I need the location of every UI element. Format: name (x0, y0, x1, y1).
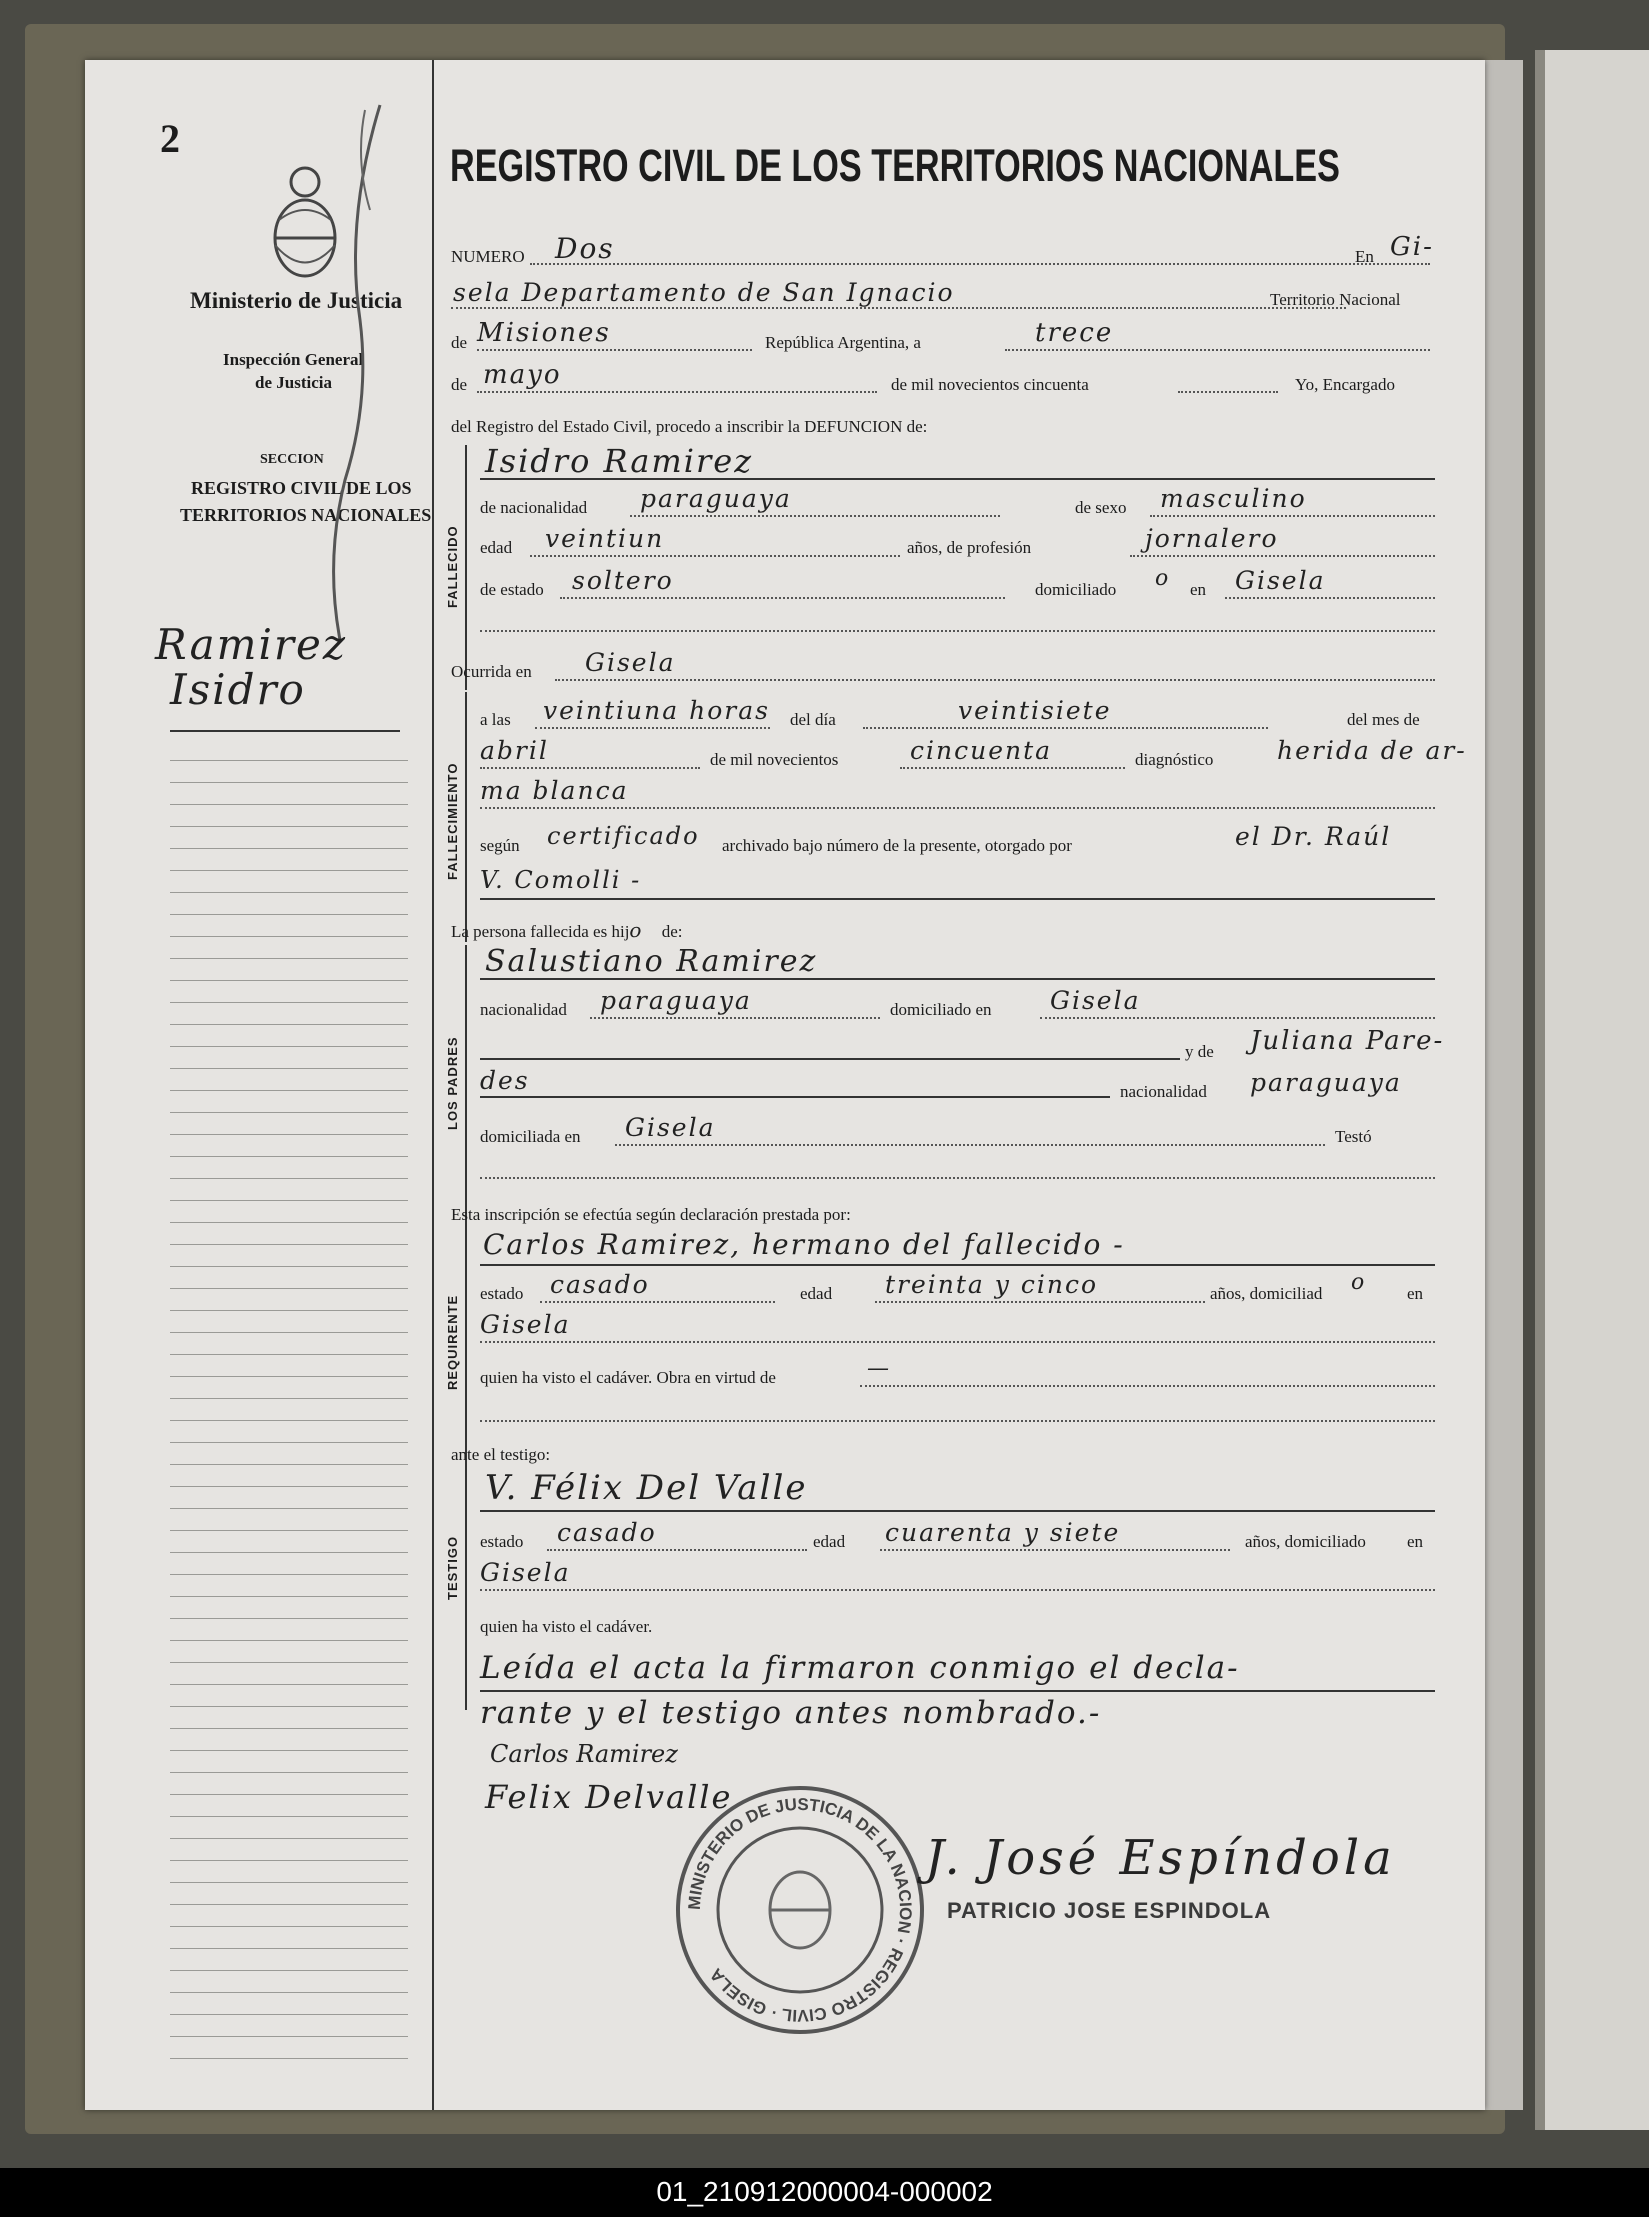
margin-ruled-line (170, 958, 408, 959)
padres-intro-de: de: (661, 922, 683, 941)
requirente-name-line (480, 1264, 1435, 1266)
signature-witness: Felix Delvalle (485, 1778, 733, 1816)
padres-domiciliado-label: domiciliado en (890, 1000, 992, 1019)
margin-ruled-line (170, 1618, 408, 1619)
fallecido-edad-label: edad (480, 538, 513, 557)
day-value: trece (1035, 318, 1114, 348)
requirente-en-label: en (1407, 1284, 1424, 1303)
fallecimiento-medico-2: V. Comolli - (480, 866, 642, 894)
padres-padre-domicilio-dots (1040, 1017, 1435, 1019)
margin-ruled-line (170, 1926, 408, 1927)
margin-ruled-line (170, 1420, 408, 1421)
document-title: REGISTRO CIVIL DE LOS TERRITORIOS NACIONALES (450, 140, 1340, 191)
margin-ruled-line (170, 1178, 408, 1179)
testigo-domicilio: Gisela (480, 1558, 571, 1587)
margin-ruled-line (170, 980, 408, 981)
margin-ruled-line (170, 1398, 408, 1399)
margin-ruled-line (170, 826, 408, 827)
fallecimiento-hora: veintiuna horas (543, 696, 770, 725)
margin-ruled-line (170, 1816, 408, 1817)
requirente-name: Carlos Ramirez, hermano del fallecido - (483, 1228, 1125, 1261)
requirente-side-label: REQUIRENTE (445, 1294, 460, 1390)
padres-madre-nacionalidad-label: nacionalidad (1120, 1082, 1207, 1101)
territory-dots (477, 349, 752, 351)
margin-ruled-line (170, 1552, 408, 1553)
margin-ruled-line (170, 1332, 408, 1333)
requirente-estado-dots (540, 1301, 775, 1303)
requirente-edad: treinta y cinco (885, 1270, 1099, 1299)
fallecido-profesion-dots (1130, 555, 1435, 557)
margin-ruled-line (170, 892, 408, 893)
testigo-name: V. Félix Del Valle (485, 1468, 808, 1508)
padres-nacionalidad-label: nacionalidad (480, 1000, 567, 1019)
next-page-edge (1535, 50, 1649, 2130)
fallecimiento-side-label: FALLECIMIENTO (445, 762, 460, 880)
numero-dots (530, 263, 1430, 265)
numero-value: Dos (555, 232, 615, 265)
fallecimiento-mes: abril (480, 736, 549, 765)
inspection-line1: Inspección General (223, 350, 364, 369)
margin-divider (432, 60, 434, 2110)
testigo-estado-label: estado (480, 1532, 524, 1551)
margin-ruled-line (170, 1156, 408, 1157)
fallecimiento-mes-label: del mes de (1347, 710, 1420, 729)
margin-ruled-line (170, 1002, 408, 1003)
padres-blank-line (480, 1058, 1180, 1060)
month-value: mayo (483, 360, 562, 390)
declaracion-label: Esta inscripción se efectúa según declaración prestada por: (451, 1205, 851, 1224)
fallecimiento-diagnostico-dots (480, 807, 1435, 809)
margin-ruled-line (170, 1860, 408, 1861)
padres-madre-domicilio-dots (615, 1144, 1325, 1146)
padres-bracket (465, 945, 467, 1245)
padres-domiciliada-label: domiciliada en (480, 1127, 581, 1146)
margin-ruled-line (170, 1882, 408, 1883)
margin-ruled-line (170, 1024, 408, 1025)
margin-ruled-line (170, 2058, 408, 2059)
margin-ruled-line (170, 1508, 408, 1509)
testigo-domicilio-dots (480, 1589, 1435, 1591)
margin-ruled-line (170, 1046, 408, 1047)
fallecido-name-line (480, 478, 1435, 480)
testigo-estado: casado (557, 1518, 657, 1547)
margin-ruled-line (170, 1970, 408, 1971)
fallecido-side-label: FALLECIDO (445, 525, 460, 608)
padres-madre-1: Juliana Pare- (1250, 1026, 1445, 1056)
margin-ruled-line (170, 1090, 408, 1091)
margin-ruled-line (170, 914, 408, 915)
padres-y-de-label: y de (1185, 1042, 1214, 1061)
margin-ruled-line (170, 1530, 408, 1531)
fallecido-nacionalidad: paraguaya (640, 484, 792, 513)
margin-ruled-line (170, 2014, 408, 2015)
fallecido-sexo-label: de sexo (1075, 498, 1127, 517)
fallecido-domicilio-dots (1225, 597, 1435, 599)
padres-intro-text: La persona fallecida es hij (451, 922, 630, 941)
margin-ruled-line (170, 1728, 408, 1729)
fallecimiento-dia: veintisiete (958, 696, 1112, 725)
padres-padre-nacionalidad-dots (590, 1017, 880, 1019)
margin-ruled-line (170, 1684, 408, 1685)
margin-ruled-line (170, 1112, 408, 1113)
margin-ruled-line (170, 1266, 408, 1267)
ocurrida-value: Gisela (585, 648, 676, 677)
fallecido-sexo: masculino (1160, 484, 1307, 513)
fallecimiento-archivado-label: archivado bajo número de la presente, otorgado por (722, 836, 1072, 855)
margin-ruled-line (170, 1662, 408, 1663)
fallecimiento-hora-dots (535, 727, 770, 729)
fallecimiento-mes-dots (480, 767, 700, 769)
requirente-estado-label: estado (480, 1284, 524, 1303)
official-stamp: PATRICIO JOSE ESPINDOLA (947, 1898, 1272, 1923)
fallecido-estado-label: de estado (480, 580, 544, 599)
territorio-label: Territorio Nacional (1270, 290, 1401, 309)
fallecido-estado-dots (560, 597, 1005, 599)
requirente-visto-dots (860, 1385, 1435, 1387)
fallecimiento-dia-dots (863, 727, 1268, 729)
padres-testo-label: Testó (1335, 1127, 1372, 1146)
margin-ruled-line (170, 1222, 408, 1223)
margin-ruled-line (170, 1288, 408, 1289)
margin-ruled-line (170, 1992, 408, 1993)
margin-ruled-line (170, 1772, 408, 1773)
footer-caption: 01_210912000004-000002 (656, 2176, 993, 2207)
fallecido-edad-dots (530, 555, 900, 557)
intro-statement: del Registro del Estado Civil, procedo a inscribir la DEFUNCION de: (451, 417, 928, 436)
requirente-domicilio: Gisela (480, 1310, 571, 1339)
inspection-line2: de Justicia (255, 373, 332, 392)
requirente-domiciliad-suffix: o (1351, 1270, 1367, 1295)
margin-ruled-line (170, 1706, 408, 1707)
margin-pencil-scribble (285, 100, 405, 660)
margin-ruled-line (170, 1464, 408, 1465)
padres-intro-label (451, 918, 683, 942)
fallecido-profesion: jornalero (1145, 524, 1279, 553)
margin-ruled-line (170, 1640, 408, 1641)
margin-ruled-line (170, 1200, 408, 1201)
territory-de-label: de (451, 333, 468, 352)
padres-padre-domicilio: Gisela (1050, 986, 1141, 1015)
signature-declarant: Carlos Ramirez (490, 1740, 678, 1768)
fallecimiento-bracket (465, 692, 467, 942)
testigo-edad: cuarenta y siete (885, 1518, 1121, 1547)
margin-ruled-line (170, 760, 408, 761)
fallecimiento-dia-label: del día (790, 710, 836, 729)
yo-label: Yo, Encargado (1295, 375, 1395, 394)
margin-ruled-line (170, 1596, 408, 1597)
fallecimiento-anio: cincuenta (910, 736, 1053, 765)
margin-ruled-line (170, 1794, 408, 1795)
testigo-visto-label: quien ha visto el cadáver. (480, 1617, 653, 1636)
margin-ruled-line (170, 1068, 408, 1069)
margin-ruled-line (170, 1442, 408, 1443)
padres-intro-suffix: o (629, 918, 644, 942)
padres-madre-2: des (480, 1066, 530, 1095)
testigo-en-label: en (1407, 1532, 1424, 1551)
fallecimiento-anio-dots (900, 767, 1125, 769)
margin-ruled-line (170, 1574, 408, 1575)
fallecimiento-alas-label: a las (480, 710, 511, 729)
testigo-anos-label: años, domiciliado (1245, 1532, 1366, 1551)
fallecido-name: Isidro Ramirez (485, 442, 754, 480)
fallecido-estado: soltero (572, 566, 674, 595)
en-value: Gi- (1390, 232, 1434, 262)
requirente-visto-value: — (867, 1356, 891, 1381)
ocurrida-dots (555, 679, 1435, 681)
fallecimiento-certificado: certificado (547, 822, 700, 850)
testigo-intro-label: ante el testigo: (451, 1445, 551, 1464)
territory-value: Misiones (477, 318, 611, 348)
fallecimiento-diagnostico-2: ma blanca (480, 776, 629, 805)
fallecido-domicilio-suffix: o (1155, 566, 1171, 591)
testigo-estado-dots (547, 1549, 807, 1551)
margin-ruled-line (170, 1904, 408, 1905)
closing-line2: rante y el testigo antes nombrado.- (480, 1695, 1102, 1731)
republica-label: República Argentina, a (765, 333, 921, 352)
requirente-estado: casado (550, 1270, 650, 1299)
fallecido-blank-dots (480, 630, 1435, 632)
fallecido-domicilio-label: domiciliado (1035, 580, 1117, 599)
fallecimiento-medico-1: el Dr. Raúl (1235, 822, 1392, 851)
closing-line1-rule (480, 1690, 1435, 1692)
margin-ruled-line (170, 1486, 408, 1487)
padres-padre-nacionalidad: paraguaya (600, 986, 752, 1015)
page-number: 2 (160, 116, 180, 161)
fallecido-nacionalidad-label: de nacionalidad (480, 498, 588, 517)
fallecimiento-medico-line (480, 898, 1435, 900)
section-label: SECCION (260, 452, 324, 467)
padres-side-label: LOS PADRES (445, 1036, 460, 1130)
testigo-bracket (465, 1470, 467, 1710)
fallecido-bracket (465, 445, 467, 690)
padres-madre-line (480, 1096, 1110, 1098)
requirente-anos-label: años, domiciliad (1210, 1284, 1323, 1303)
testigo-edad-label: edad (813, 1532, 846, 1551)
requirente-domicilio-dots (480, 1341, 1435, 1343)
margin-ruled-line (170, 1244, 408, 1245)
fallecido-anos-label: años, de profesión (907, 538, 1032, 557)
ocurrida-label: Ocurrida en (451, 662, 532, 681)
margin-ruled-line (170, 848, 408, 849)
fallecimiento-diagnostico-1: herida de ar- (1277, 736, 1467, 765)
fallecimiento-segun-label: según (480, 836, 520, 855)
requirente-edad-label: edad (800, 1284, 833, 1303)
testigo-edad-dots (880, 1549, 1230, 1551)
margin-ruled-line (170, 1310, 408, 1311)
fallecido-domicilio: Gisela (1235, 566, 1326, 595)
padres-madre-nacionalidad: paraguaya (1250, 1068, 1402, 1097)
ministry-label: Ministerio de Justicia (190, 288, 403, 313)
fallecido-en-label: en (1190, 580, 1207, 599)
official-signature: J. José Espíndola (925, 1830, 1396, 1886)
month-de-label: de (451, 375, 468, 394)
padres-padre: Salustiano Ramirez (485, 944, 818, 979)
year-label: de mil novecientos cincuenta (891, 375, 1089, 394)
ministry-seal (670, 1780, 930, 2040)
closing-line1: Leída el acta la firmaron conmigo el decla- (480, 1650, 1240, 1686)
margin-ruled-line (170, 936, 408, 937)
day-dots (1005, 349, 1430, 351)
section-name-line1: REGISTRO CIVIL DE LOS (191, 478, 412, 498)
margin-ruled-line (170, 1354, 408, 1355)
section-name-line2: TERRITORIOS NACIONALES (180, 505, 432, 525)
margin-ruled-line (170, 870, 408, 871)
margin-ruled-line (170, 1838, 408, 1839)
margin-ruled-line (170, 782, 408, 783)
fallecimiento-diagnostico-label: diagnóstico (1135, 750, 1214, 769)
fallecido-sexo-dots (1150, 515, 1435, 517)
margin-ruled-line (170, 1948, 408, 1949)
margin-ruled-line (170, 1134, 408, 1135)
margin-ruled-line (170, 2036, 408, 2037)
padres-blank-dots (480, 1177, 1435, 1179)
fallecido-nacionalidad-dots (630, 515, 1000, 517)
month-dots (477, 391, 877, 393)
testigo-side-label: TESTIGO (445, 1535, 460, 1600)
padres-padre-line (480, 978, 1435, 980)
margin-ruled-line (170, 804, 408, 805)
margin-note-surname: Ramirez (155, 620, 347, 669)
place-dots (451, 307, 1346, 309)
requirente-edad-dots (875, 1301, 1205, 1303)
padres-madre-domicilio: Gisela (625, 1113, 716, 1142)
place-value: sela Departamento de San Ignacio (453, 278, 955, 307)
requirente-blank-dots (480, 1420, 1435, 1422)
fallecimiento-anio-label: de mil novecientos (710, 750, 839, 769)
margin-ruled-line (170, 1376, 408, 1377)
requirente-visto-label: quien ha visto el cadáver. Obra en virtud de (480, 1368, 776, 1387)
numero-label: NUMERO (451, 247, 525, 266)
testigo-name-line (480, 1510, 1435, 1512)
fallecido-edad: veintiun (545, 524, 665, 553)
margin-ruled-line (170, 1750, 408, 1751)
register-page (85, 60, 1485, 2110)
margin-note-name: Isidro (170, 665, 306, 714)
year-dots (1178, 391, 1278, 393)
margin-note-underline (170, 730, 400, 732)
en-label: En (1355, 247, 1374, 266)
seal-text: MINISTERIO DE JUSTICIA DE LA NACION · REGISTRO CIVIL · GISELA (684, 1794, 916, 2026)
